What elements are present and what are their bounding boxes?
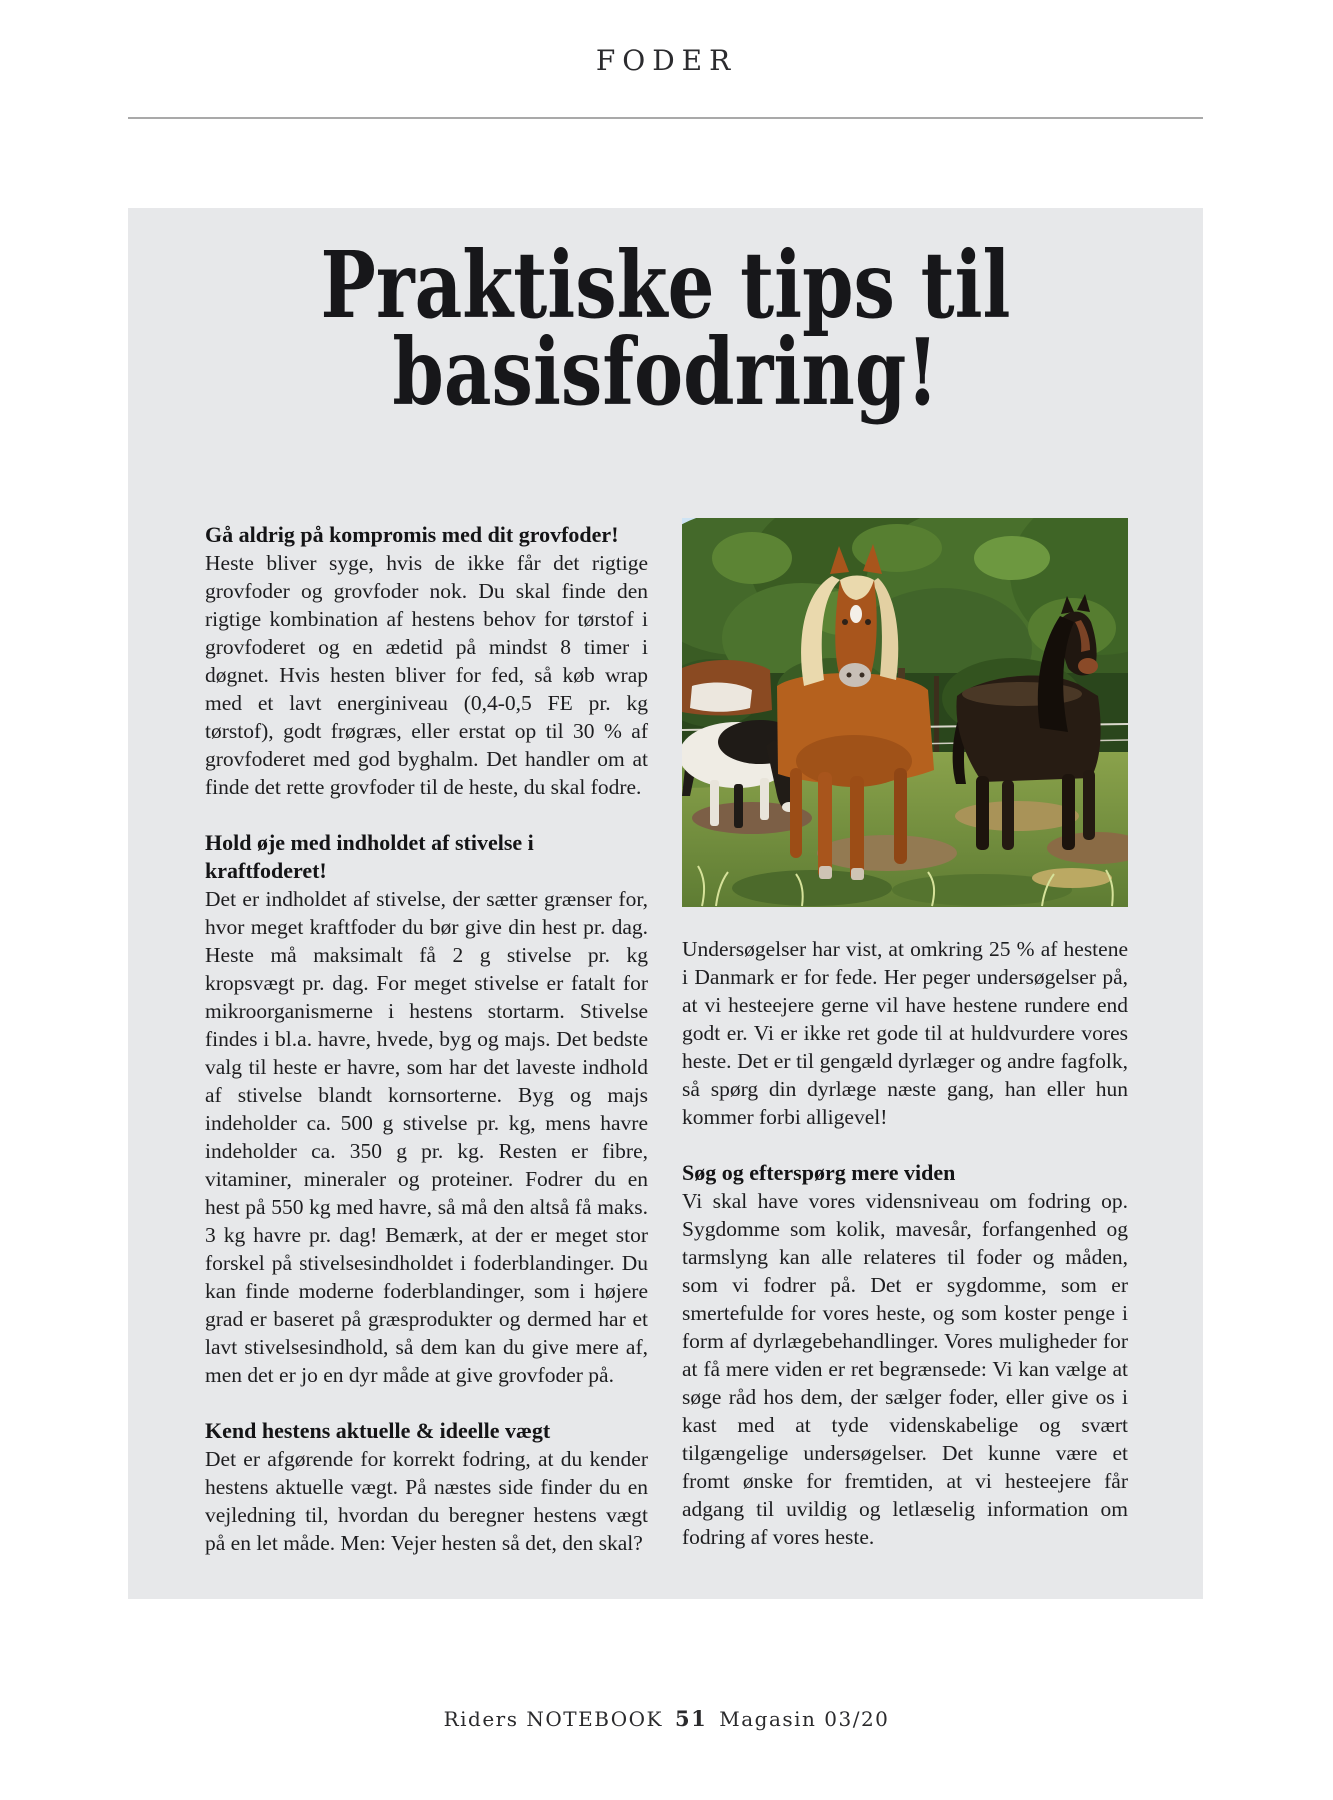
section-heading: Hold øje med indholdet af stivelse i kraftfoderet!: [205, 830, 534, 883]
header-divider: [128, 117, 1203, 119]
horses-pasture-photo: [682, 518, 1128, 907]
section-vaegt: [205, 1417, 648, 1557]
section-kicker: FODER: [595, 44, 738, 77]
background-horse: [682, 660, 772, 716]
article-title-line2: basisfodring!: [392, 318, 939, 426]
section-heading: Søg og efterspørg mere viden: [682, 1160, 956, 1185]
intro-paragraph: Undersøgelser har vist, at omkring 25 % af hestene i Danmark er for fede. Her peger undersøgelser på, at vi hesteejere gerne vil have hestene rundere end godt er. Vi er ikke ret gode til at huldvurdere vores heste. Det er til gengæld dyrlæger og andre fagfolk, så spørg din dyrlæge næste gang, han eller hun kommer forbi alligevel!: [682, 937, 1128, 1129]
article-title-line1: Praktiske tips til: [320, 231, 1011, 339]
article-card: [128, 208, 1203, 1599]
section-stivelse: [205, 829, 648, 1389]
footer-page-number: 51: [675, 1706, 708, 1731]
left-column: [205, 521, 648, 1557]
section-heading: Kend hestens aktuelle & ideelle vægt: [205, 1418, 551, 1443]
section-grovfoder: [205, 521, 648, 801]
footer-issue: Magasin 03/20: [719, 1707, 890, 1731]
section-body: Vi skal have vores vidensniveau om fodring op. Sygdomme som kolik, mavesår, forfangenhed og tarmslyng kan alle relateres til foder og måden, som vi fodrer på. Det er sygdomme, som er smertefulde for vores heste, og som koster penge i form af dyrlægebehandlinger. Vores muligheder for at få mere viden er ret begrænsede: Vi kan vælge at søge råd hos dem, der sælger foder, eller give os i kast med at tyde videnskabelige og svært tilgængelige undersøgelser. Det kunne være et fromt ønske for fremtiden, at vi hesteejere får adgang til uvildig og letlæselig information om fodring af vores heste.: [682, 1189, 1128, 1549]
horses-pasture-illustration: [682, 518, 1128, 907]
section-body: Heste bliver syge, hvis de ikke får det rigtige grovfoder og grovfoder nok. Du skal finde den rigtige kombination af hestens behov for tørstof i grovfoderet og en ædetid på mindst 8 timer i døgnet. Hvis hesten bliver for fed, så køb wrap med et lavt energiniveau (0,4-0,5 FE pr. kg tørstof), godt frøgræs, eller erstat op til 30 % af grovfoderet med god byghalm. Det handler om at finde det rette grovfoder til de heste, du skal fodre.: [205, 551, 648, 799]
right-column: [682, 935, 1128, 1551]
article-title: [128, 231, 1203, 426]
section-mere-viden: [682, 1159, 1128, 1551]
footer-brand: Riders NOTEBOOK: [443, 1707, 663, 1731]
section-body: Det er afgørende for korrekt fodring, at du kender hestens aktuelle vægt. På næstes side finder du en vejledning til, hvordan du beregner hestens vægt på en let måde. Men: Vejer hesten så det, den skal?: [205, 1447, 648, 1555]
section-heading: Gå aldrig på kompromis med dit grovfoder!: [205, 522, 619, 547]
page-footer: [0, 1706, 1333, 1731]
section-body: Det er indholdet af stivelse, der sætter grænser for, hvor meget kraftfoder du bør give din hest pr. dag. Heste må maksimalt få 2 g stivelse pr. kg kropsvægt pr. dag. For meget stivelse er fatalt for mikroorganismerne i hestens stortarm. Stivelse findes i bl.a. havre, hvede, byg og majs. Det bedste valg til heste er havre, som har det laveste indhold af stivelse blandt kornsorterne. Byg og majs indeholder ca. 500 g stivelse pr. kg, mens havre indeholder ca. 350 g pr. kg. Resten er fibre, vitaminer, mineraler og proteiner. Fodrer du en hest på 550 kg med havre, så må den altså få maks. 3 kg havre pr. dag! Bemærk, at der er meget stor forskel på stivelsesindholdet i foderblandinger. Du kan finde moderne foderblandinger, som i højere grad er baseret på græsprodukter og dermed har et lavt stivelsesindhold, så dem kan du give mere af, men det er jo en dyr måde at give grovfoder på.: [205, 887, 648, 1387]
